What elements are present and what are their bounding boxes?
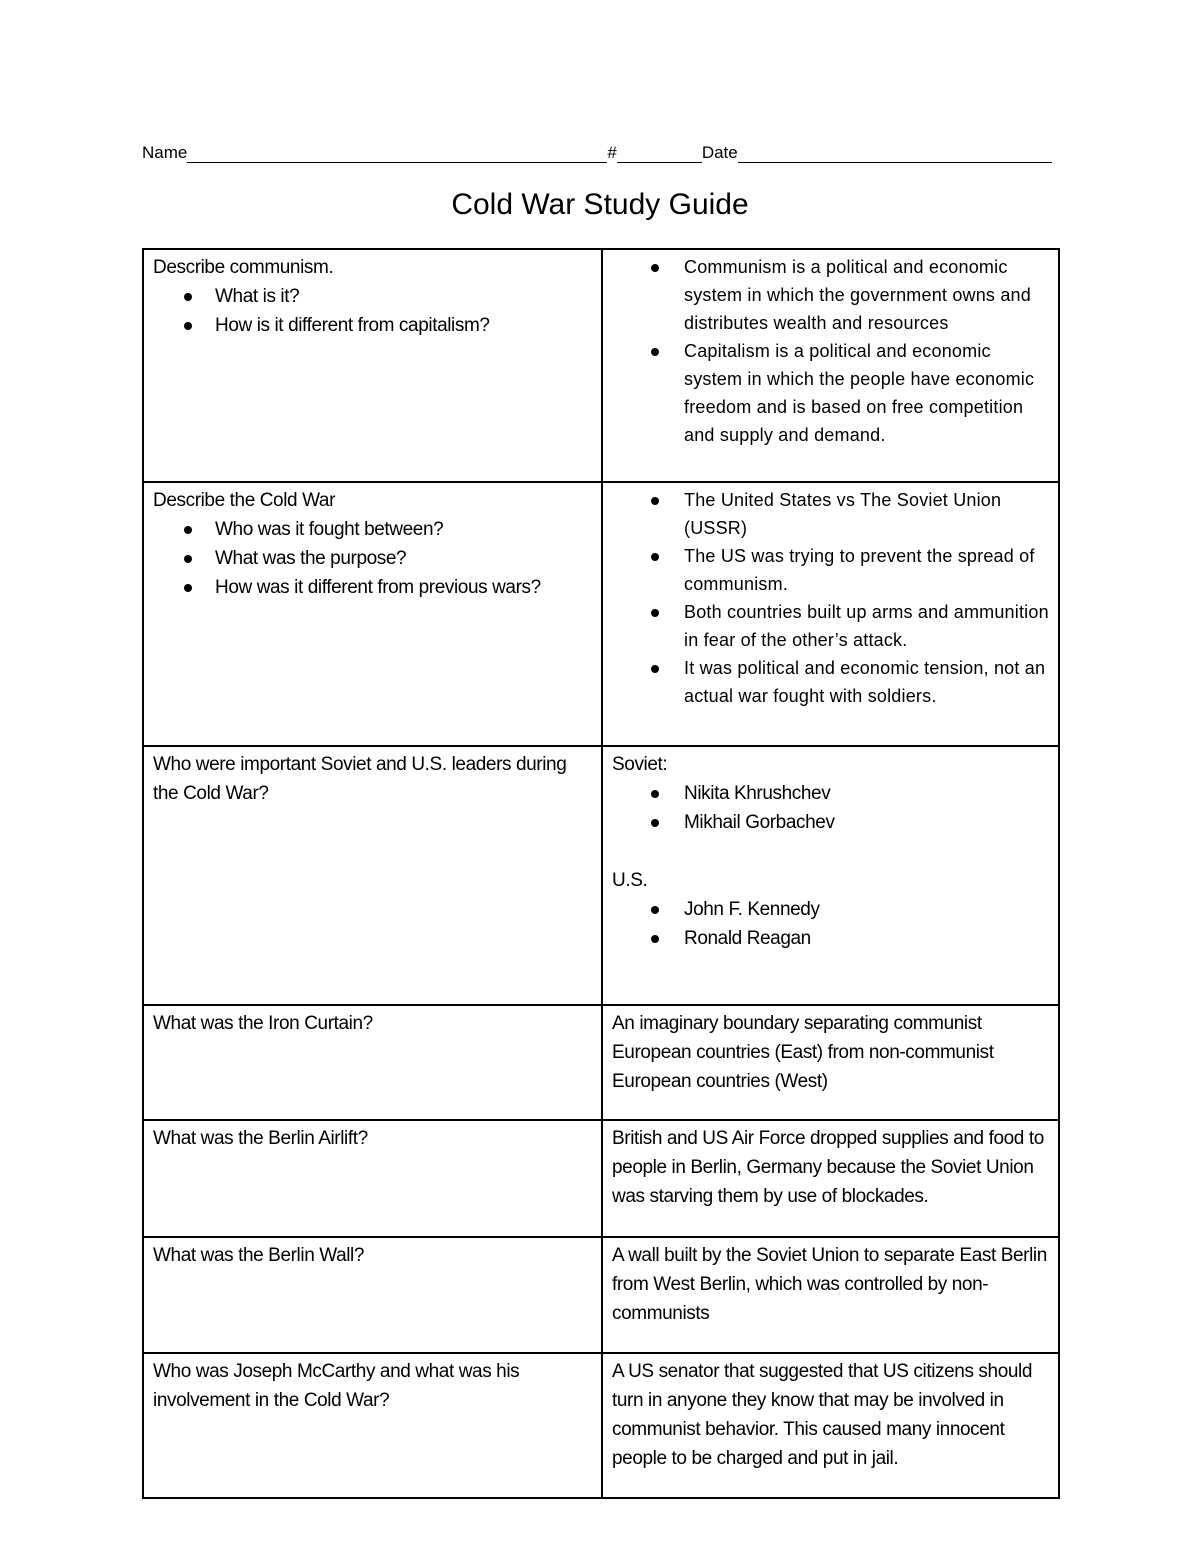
table-row — [143, 1353, 1059, 1498]
study-guide-table — [142, 248, 1060, 1499]
name-field[interactable] — [187, 144, 607, 163]
header-fields — [142, 143, 1052, 163]
answer-cell — [602, 249, 1059, 482]
list-item: Both countries built up arms and ammunition in fear of the other’s attack. — [684, 598, 1049, 654]
page-title: Cold War Study Guide — [451, 188, 749, 221]
list-item: How was it different from previous wars? — [215, 573, 592, 602]
question: Describe the Cold War — [153, 490, 336, 511]
list-item: John F. Kennedy — [684, 895, 1049, 924]
list-item: The United States vs The Soviet Union (USSR) — [684, 486, 1049, 542]
date-field[interactable] — [738, 144, 1052, 163]
list-item: Capitalism is a political and economic system in which the people have economic freedom and is based on free competition and supply and demand. — [684, 337, 1049, 449]
list-item: Mikhail Gorbachev — [684, 808, 1049, 837]
table-row — [143, 1120, 1059, 1237]
date-label: Date — [701, 143, 738, 162]
answer-cell: A wall built by the Soviet Union to separate East Berlin from West Berlin, which was controlled by non-communists — [602, 1237, 1059, 1353]
question-cell — [143, 482, 602, 746]
answer-cell — [602, 482, 1059, 746]
soviet-label: Soviet: — [612, 754, 668, 775]
list-item: Who was it fought between? — [215, 515, 592, 544]
table-row — [143, 1237, 1059, 1353]
table-row — [143, 249, 1059, 482]
number-label: # — [607, 143, 617, 162]
list-item: Nikita Khrushchev — [684, 779, 1049, 808]
list-item: Ronald Reagan — [684, 924, 1049, 953]
answer-cell — [602, 746, 1059, 1005]
answer-cell: An imaginary boundary separating communist European countries (East) from non-communist European countries (West) — [602, 1005, 1059, 1120]
question-cell — [143, 249, 602, 482]
question-cell: What was the Berlin Wall? — [143, 1237, 602, 1353]
table-row — [143, 746, 1059, 1005]
list-item: How is it different from capitalism? — [215, 311, 592, 340]
answer-cell: British and US Air Force dropped supplies and food to people in Berlin, Germany because the Soviet Union was starving them by use of blockades. — [602, 1120, 1059, 1237]
list-item: What was the purpose? — [215, 544, 592, 573]
us-label: U.S. — [612, 870, 648, 891]
answer-cell: A US senator that suggested that US citizens should turn in anyone they know that may be involved in communist behavior. This caused many innocent people to be charged and put in jail. — [602, 1353, 1059, 1498]
question-cell: Who were important Soviet and U.S. leaders during the Cold War? — [143, 746, 602, 1005]
list-item: Communism is a political and economic system in which the government owns and distributes wealth and resources — [684, 253, 1049, 337]
name-label: Name — [142, 143, 188, 162]
table-row — [143, 482, 1059, 746]
list-item: It was political and economic tension, not an actual war fought with soldiers. — [684, 654, 1049, 710]
number-field[interactable] — [617, 144, 702, 163]
list-item: What is it? — [215, 282, 592, 311]
question-cell: Who was Joseph McCarthy and what was his involvement in the Cold War? — [143, 1353, 602, 1498]
question: Describe communism. — [153, 257, 334, 278]
table-row — [143, 1005, 1059, 1120]
question-cell: What was the Berlin Airlift? — [143, 1120, 602, 1237]
list-item: The US was trying to prevent the spread of communism. — [684, 542, 1049, 598]
question-cell: What was the Iron Curtain? — [143, 1005, 602, 1120]
